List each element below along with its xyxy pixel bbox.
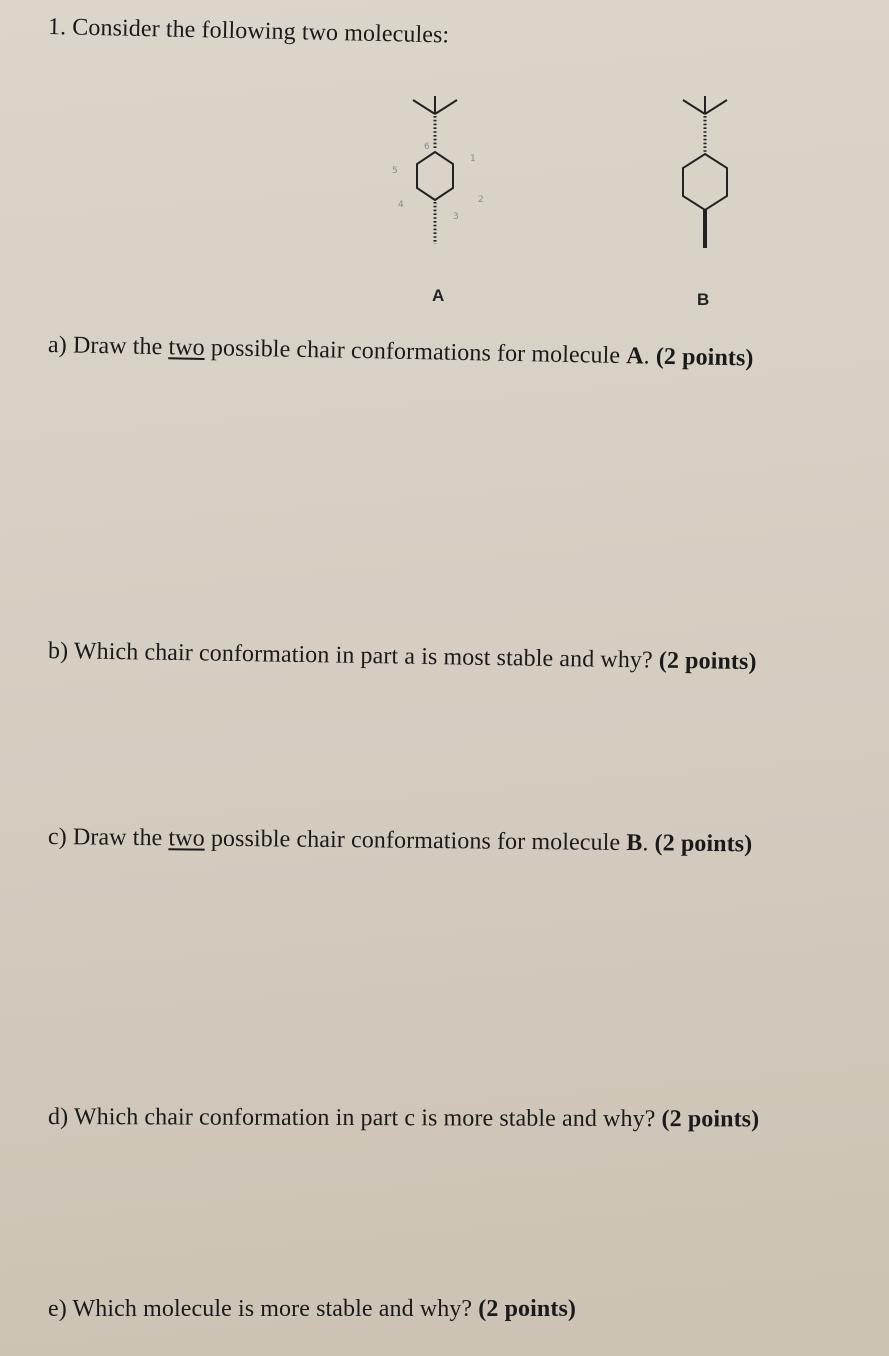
question-c-molecule-ref: B [626,830,643,857]
pencil-number: 5 [392,166,398,176]
question-c-points: (2 points) [654,830,753,858]
question-a-molecule-ref: A [625,343,644,370]
question-b [48,638,757,676]
pencil-number: 1 [470,154,476,164]
question-c-emphasis: two [168,825,205,852]
pencil-number: 2 [478,195,484,205]
question-e-points: (2 points) [478,1296,576,1322]
question-b-points: (2 points) [658,647,757,676]
question-a-text: possible chair conformations for molecule [204,335,627,370]
question-a-prefix: a) Draw the [47,332,169,361]
pencil-number: 3 [453,212,459,222]
question-a-emphasis: two [168,334,206,362]
molecule-b-structure [665,86,765,266]
question-e [48,1296,576,1323]
question-heading: 1. Consider the following two molecules: [47,14,450,49]
question-d-text: d) Which chair conformation in part c is more stable and why? [47,1104,662,1133]
molecule-a-structure [395,86,495,266]
pencil-number: 4 [398,200,404,210]
question-b-text: b) Which chair conformation in part a is most stable and why? [47,638,660,674]
question-a-points: (2 points) [655,343,754,372]
question-c-period: . [642,830,655,857]
question-c-prefix: c) Draw the [47,824,169,852]
question-e-text: e) Which molecule is more stable and why? [48,1296,479,1322]
question-a-period: . [643,343,657,370]
question-d-points: (2 points) [661,1106,760,1133]
question-c-text: possible chair conformations for molecule [204,825,627,857]
question-a [48,332,754,373]
molecule-b-label: B [697,290,710,309]
question-d [48,1104,759,1133]
molecule-a-label: A [432,286,445,305]
question-c [48,824,753,858]
pencil-number: 6 [424,142,430,152]
